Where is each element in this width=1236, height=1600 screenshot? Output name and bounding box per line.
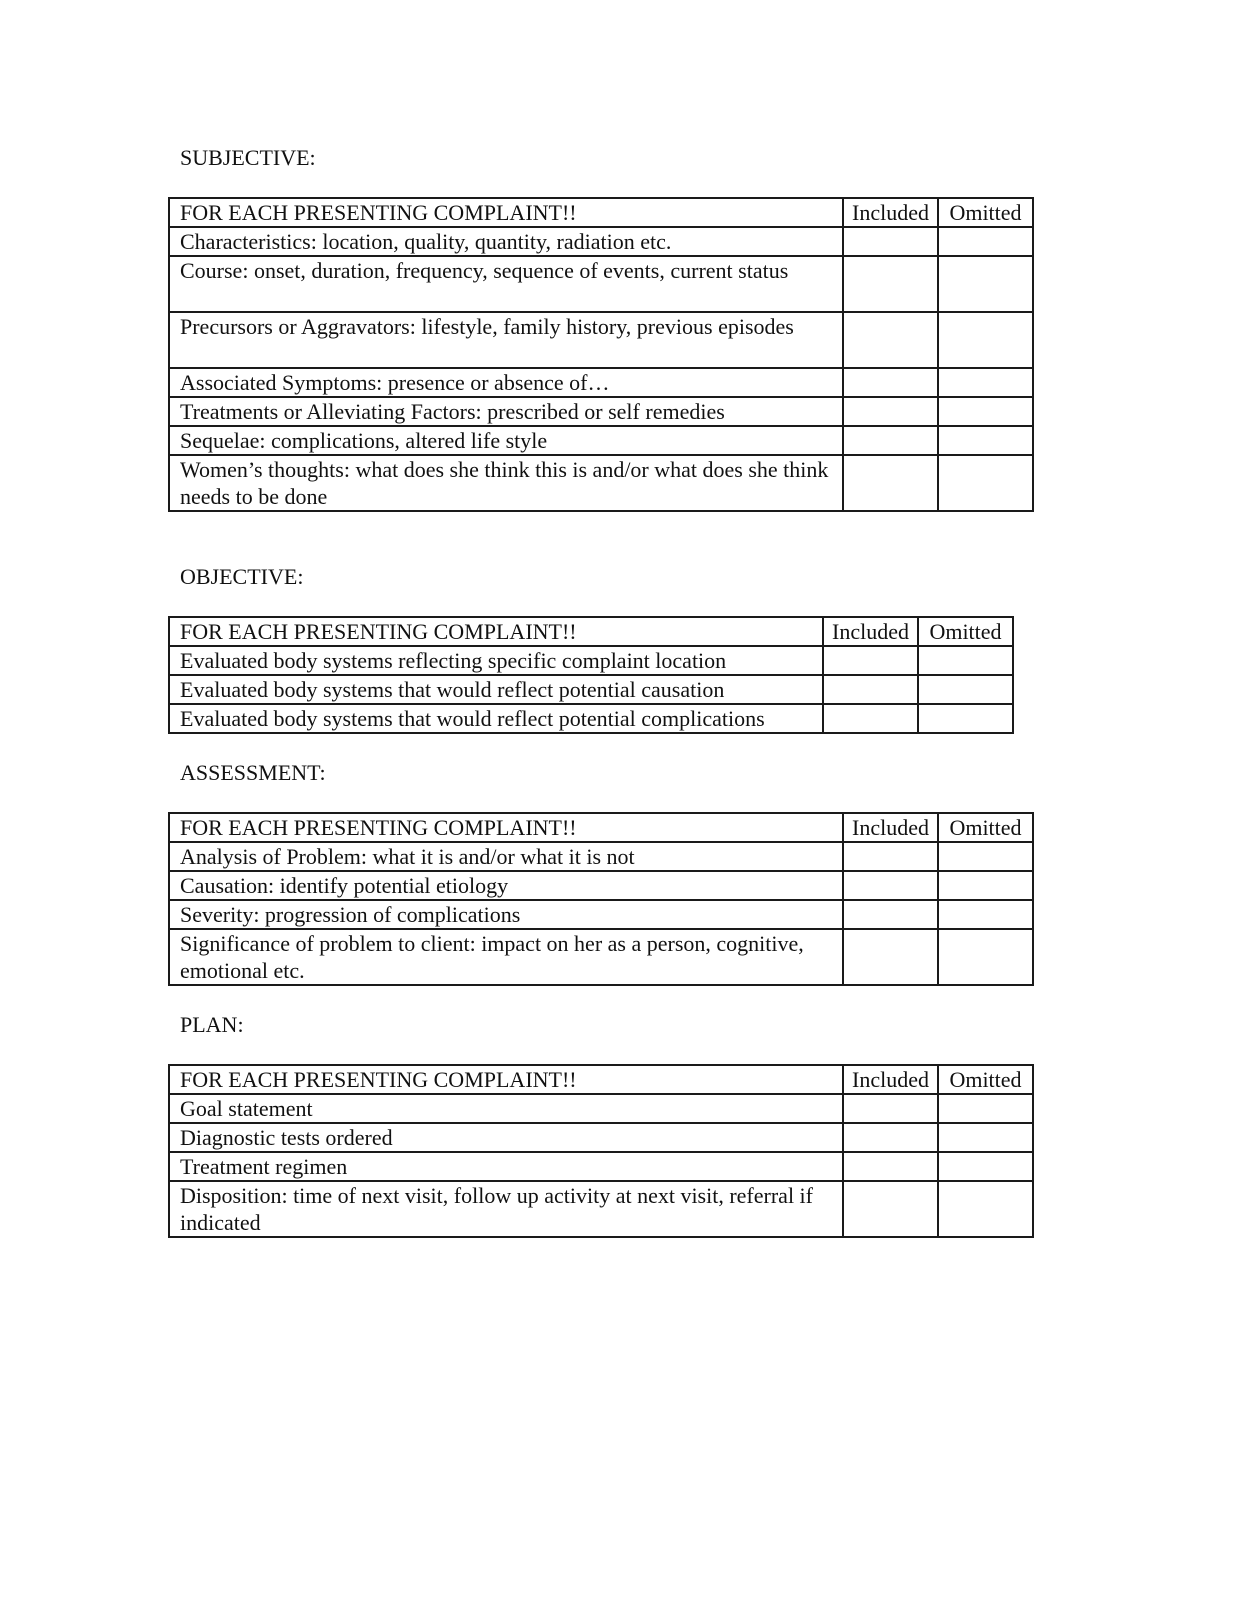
row-item-cell: Sequelae: complications, altered life style: [169, 426, 843, 455]
included-checkbox-cell[interactable]: [843, 929, 938, 985]
objective-table: [168, 616, 1014, 734]
row-item-cell: Evaluated body systems reflecting specific complaint location: [169, 646, 823, 675]
header-item-cell: FOR EACH PRESENTING COMPLAINT!!: [169, 617, 823, 646]
included-checkbox-cell[interactable]: [843, 368, 938, 397]
included-checkbox-cell[interactable]: [843, 426, 938, 455]
table-row: [169, 426, 1033, 455]
section-title-plan: PLAN:: [180, 1012, 244, 1037]
row-item-cell: Associated Symptoms: presence or absence of…: [169, 368, 843, 397]
table-row: [169, 455, 1033, 511]
omitted-checkbox-cell[interactable]: [938, 1094, 1033, 1123]
row-item-cell: Analysis of Problem: what it is and/or what it is not: [169, 842, 843, 871]
omitted-checkbox-cell[interactable]: [938, 397, 1033, 426]
table-row: [169, 900, 1033, 929]
section-title-assessment: ASSESSMENT:: [180, 760, 326, 785]
omitted-checkbox-cell[interactable]: [938, 1123, 1033, 1152]
section-title-objective: OBJECTIVE:: [180, 564, 304, 589]
table-header-row: [169, 617, 1013, 646]
omitted-checkbox-cell[interactable]: [938, 455, 1033, 511]
header-omitted-cell: Omitted: [938, 198, 1033, 227]
row-item-cell: Treatments or Alleviating Factors: prescribed or self remedies: [169, 397, 843, 426]
included-checkbox-cell[interactable]: [823, 704, 918, 733]
row-item-cell: Goal statement: [169, 1094, 843, 1123]
table-row: [169, 1123, 1033, 1152]
header-included-cell: Included: [843, 813, 938, 842]
row-item-cell: Evaluated body systems that would reflect potential causation: [169, 675, 823, 704]
header-item-cell: FOR EACH PRESENTING COMPLAINT!!: [169, 813, 843, 842]
table-header-row: [169, 198, 1033, 227]
assessment-table: [168, 812, 1034, 986]
table-row: [169, 312, 1033, 368]
header-omitted-cell: Omitted: [938, 1065, 1033, 1094]
omitted-checkbox-cell[interactable]: [938, 256, 1033, 312]
omitted-checkbox-cell[interactable]: [938, 426, 1033, 455]
omitted-checkbox-cell[interactable]: [938, 871, 1033, 900]
omitted-checkbox-cell[interactable]: [938, 227, 1033, 256]
header-omitted-cell: Omitted: [938, 813, 1033, 842]
row-item-cell: Women’s thoughts: what does she think this is and/or what does she think needs to be done: [169, 455, 843, 511]
omitted-checkbox-cell[interactable]: [918, 704, 1013, 733]
table-row: [169, 227, 1033, 256]
included-checkbox-cell[interactable]: [843, 900, 938, 929]
header-item-cell: FOR EACH PRESENTING COMPLAINT!!: [169, 1065, 843, 1094]
table-row: [169, 675, 1013, 704]
table-row: [169, 842, 1033, 871]
table-row: [169, 397, 1033, 426]
row-item-cell: Diagnostic tests ordered: [169, 1123, 843, 1152]
table-row: [169, 256, 1033, 312]
included-checkbox-cell[interactable]: [843, 455, 938, 511]
table-row: [169, 368, 1033, 397]
included-checkbox-cell[interactable]: [843, 256, 938, 312]
row-item-cell: Characteristics: location, quality, quantity, radiation etc.: [169, 227, 843, 256]
table-row: [169, 704, 1013, 733]
included-checkbox-cell[interactable]: [843, 312, 938, 368]
header-included-cell: Included: [843, 1065, 938, 1094]
omitted-checkbox-cell[interactable]: [938, 1152, 1033, 1181]
table-row: [169, 929, 1033, 985]
row-item-cell: Treatment regimen: [169, 1152, 843, 1181]
table-row: [169, 1152, 1033, 1181]
included-checkbox-cell[interactable]: [843, 1123, 938, 1152]
included-checkbox-cell[interactable]: [843, 871, 938, 900]
included-checkbox-cell[interactable]: [843, 1181, 938, 1237]
included-checkbox-cell[interactable]: [843, 227, 938, 256]
table-header-row: [169, 813, 1033, 842]
row-item-cell: Disposition: time of next visit, follow up activity at next visit, referral if indicated: [169, 1181, 843, 1237]
included-checkbox-cell[interactable]: [843, 1152, 938, 1181]
omitted-checkbox-cell[interactable]: [918, 646, 1013, 675]
table-row: [169, 871, 1033, 900]
row-item-cell: Significance of problem to client: impact on her as a person, cognitive, emotional etc.: [169, 929, 843, 985]
table-header-row: [169, 1065, 1033, 1094]
omitted-checkbox-cell[interactable]: [938, 312, 1033, 368]
row-item-cell: Severity: progression of complications: [169, 900, 843, 929]
table-row: [169, 646, 1013, 675]
section-title-subjective: SUBJECTIVE:: [180, 145, 316, 170]
plan-table: [168, 1064, 1034, 1238]
omitted-checkbox-cell[interactable]: [938, 1181, 1033, 1237]
included-checkbox-cell[interactable]: [843, 397, 938, 426]
table-row: [169, 1094, 1033, 1123]
included-checkbox-cell[interactable]: [823, 646, 918, 675]
omitted-checkbox-cell[interactable]: [938, 842, 1033, 871]
omitted-checkbox-cell[interactable]: [938, 929, 1033, 985]
row-item-cell: Course: onset, duration, frequency, sequence of events, current status: [169, 256, 843, 312]
included-checkbox-cell[interactable]: [843, 1094, 938, 1123]
header-omitted-cell: Omitted: [918, 617, 1013, 646]
omitted-checkbox-cell[interactable]: [918, 675, 1013, 704]
omitted-checkbox-cell[interactable]: [938, 900, 1033, 929]
subjective-table: [168, 197, 1034, 512]
row-item-cell: Causation: identify potential etiology: [169, 871, 843, 900]
header-included-cell: Included: [823, 617, 918, 646]
included-checkbox-cell[interactable]: [843, 842, 938, 871]
omitted-checkbox-cell[interactable]: [938, 368, 1033, 397]
row-item-cell: Precursors or Aggravators: lifestyle, family history, previous episodes: [169, 312, 843, 368]
table-row: [169, 1181, 1033, 1237]
included-checkbox-cell[interactable]: [823, 675, 918, 704]
header-included-cell: Included: [843, 198, 938, 227]
header-item-cell: FOR EACH PRESENTING COMPLAINT!!: [169, 198, 843, 227]
row-item-cell: Evaluated body systems that would reflect potential complications: [169, 704, 823, 733]
